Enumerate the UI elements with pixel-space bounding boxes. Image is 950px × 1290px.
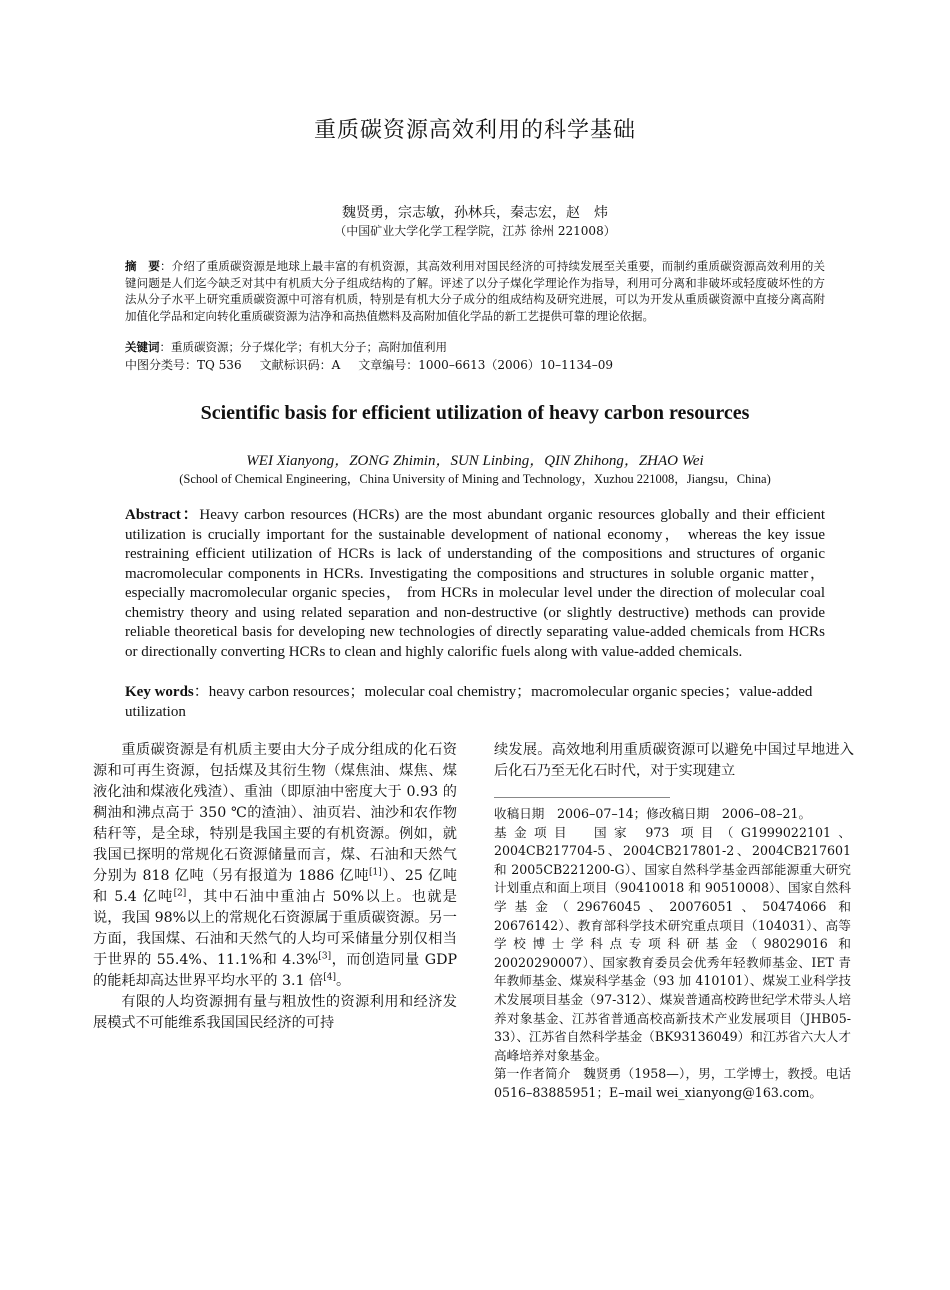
footnote-block (494, 805, 851, 1103)
chinese-authors: 魏贤勇，宗志敏，孙林兵，秦志宏，赵 炜 (342, 205, 608, 221)
footnote-divider (494, 797, 670, 798)
citation-ref-2: [2] (173, 888, 187, 899)
doc-code-value: ：A (319, 358, 341, 372)
footnote-author: 第一作者简介 魏贤勇（1958—），男，工学博士，教授。电话 0516–83885951；E–mail wei_xianyong@163.com。 (494, 1066, 851, 1100)
body-text: ，其中石油中重油占 50%以上。也就是说，我国 98%以上的常规化石资源属于重质碳资源。另一方面，我国煤、石油和天然气的人均可采储量分别仅相当于世界的 55.4%、11.1%和 4.3% (93, 889, 457, 968)
body-left-column (93, 740, 457, 1034)
chinese-title: 重质碳资源高效利用的科学基础 (313, 118, 636, 143)
english-authors: WEI Xianyong，ZONG Zhimin，SUN Linbing，QIN Zhihong，ZHAO Wei (246, 453, 704, 469)
english-keywords-label: Key words (125, 684, 194, 700)
english-abstract-text: Heavy carbon resources (HCRs) are the most abundant organic resources globally and their efficient utilization is crucially important for the sustainable development of national economy， whereas the key issue restraining efficient utilization of HCRs is lack of understanding of the compositions and structures of organic macromolecular components in HCRs. Investigating the compositions and structures in soluble organic matter， especially macromolecular organic species， from HCRs in molecular level under the direction of molecular coal chemistry theory and using related separation and non-destructive (or slightly destructive) methods can provide reliable theoretical basis for developing new technologies of directly separating value-added chemicals from HCRs or directionally converting HCRs to clean and highly calorific fuels along with value-added chemicals. (125, 507, 825, 660)
body-text: 。 (335, 973, 351, 989)
citation-ref-3: [3] (318, 951, 332, 962)
chinese-abstract-text: ：介绍了重质碳资源是地球上最丰富的有机资源，其高效利用对国民经济的可持续发展至关重要，而制约重质碳资源高效利用的关键问题是人们迄今缺乏对其中有机质大分子组成结构的了解。评述了以分子煤化学理论作为指导，利用可分离和非破坏或轻度破坏性的方法从分子水平上研究重质碳资源中可溶有机质，特别是有机大分子成分的组成结构及研究进展，可以为开发从重质碳资源中直接分离高附加值化学品和定向转化重质碳资源为洁净和高热值燃料及高附加值化学品的新工艺提供可靠的理论依据。 (125, 259, 826, 323)
footnote-fund: 基金项目 国家 973 项目（G1999022101、2004CB217704-5、2004CB217801-2、2004CB217601 和 2005CB221200-G）、国家自然科学基金西部能源重大研究计划重点和面上项目（90410018 和 90510008）、国家自然科学基金（29676045、20076051、50474066 和 20676142）、教育部科学技术研究重点项目（104031）、高等学校博士学科点专项科研基金（98029016 和 20020290007）、国家教育委员会优秀年轻教师基金、IET 青年教师基金、煤炭科学基金（93 加 410101）、煤炭工业科学技术发展项目基金（97-312）、煤炭普通高校跨世纪学术带头人培养对象基金、江苏省普通高校高新技术产业发展项目（JHB05-33）、江苏省自然科学基金（BK93136049）和江苏省六大人才高峰培养对象基金。 (494, 824, 851, 1063)
chinese-abstract-label: 摘 要 (125, 259, 161, 273)
chinese-keywords-label: 关键词 (125, 340, 160, 354)
chinese-abstract (125, 258, 825, 324)
english-abstract-label: Abstract： (125, 507, 200, 523)
chinese-affiliation: （中国矿业大学化学工程学院，江苏 徐州 221008） (334, 224, 616, 238)
footnote-received: 收稿日期 2006–07–14；修改稿日期 2006–08–21。 (494, 806, 812, 821)
english-title: Scientific basis for efficient utilization of heavy carbon resources (200, 402, 750, 424)
body-text: ）、25 亿吨和 5.4 亿吨 (93, 868, 457, 905)
citation-ref-1: [1] (369, 867, 382, 878)
article-number-label: 文章编号 (358, 358, 407, 372)
classification-line (125, 357, 825, 373)
english-affiliation: (School of Chemical Engineering，China University of Mining and Technology，Xuzhou 221008，Jiangsu，China) (179, 472, 771, 486)
body-text: ，而创造同量 GDP 的能耗却高达世界平均水平的 3.1 倍 (93, 952, 457, 989)
english-keywords (125, 683, 825, 722)
chinese-keywords-text: ：重质碳资源；分子煤化学；有机大分子；高附加值利用 (159, 340, 447, 354)
english-abstract (125, 506, 825, 662)
body-right-column (494, 740, 854, 782)
body-text: 重质碳资源是有机质主要由大分子成分组成的化石资源和可再生资源，包括煤及其衍生物（煤焦油、煤焦、煤液化油和煤液化残渣）、重油（即原油中密度大于 0.93 的稠油和沸点高于 350 ℃的渣油）、油页岩、油沙和农作物秸秆等，是全球，特别是我国主要的有机资源。例如，就我国已探明的常规化石资源储量而言，煤、石油和天然气分别为 818 亿吨（另有报道为 1886 亿吨 (93, 742, 457, 884)
body-paragraph-continued: 续发展。高效地利用重质碳资源可以避免中国过早地进入后化石乃至无化石时代，对于实现建立 (494, 742, 854, 779)
body-paragraph-2: 有限的人均资源拥有量与粗放性的资源利用和经济发展模式不可能维系我国国民经济的可持 (93, 994, 457, 1031)
article-number-value: ：1000–6613（2006）10–1134–09 (406, 358, 613, 372)
class-number-value: ：TQ 536 (185, 358, 242, 372)
chinese-keywords (125, 339, 825, 355)
class-number-label: 中图分类号 (125, 358, 186, 372)
english-keywords-text: ：heavy carbon resources；molecular coal chemistry；macromolecular organic species；value-added utilization (125, 684, 813, 720)
doc-code-label: 文献标识码 (259, 358, 320, 372)
body-paragraph-1 (93, 740, 457, 992)
citation-ref-4: [4] (323, 972, 336, 983)
